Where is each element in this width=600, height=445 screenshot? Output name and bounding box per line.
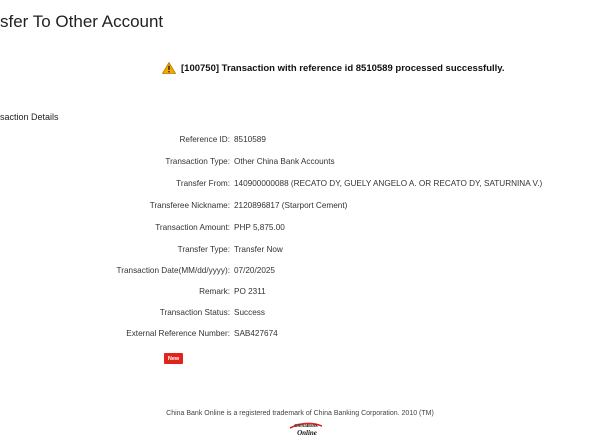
detail-label: Transfer Type: — [177, 245, 230, 254]
detail-row-remark — [0, 287, 600, 301]
detail-row-transferee-nickname — [0, 201, 600, 215]
detail-value: PO 2311 — [234, 287, 266, 296]
chinabank-online-logo — [286, 418, 326, 438]
page-title: sfer To Other Account — [0, 12, 164, 31]
detail-row-transaction-status — [0, 308, 600, 322]
detail-value: 140900000088 (RECATO DY, GUELY ANGELO A. OR RECATO DY, SATURNINA V.) — [234, 179, 543, 188]
detail-value: Success — [234, 308, 265, 317]
success-alert — [162, 62, 505, 74]
detail-value: SAB427674 — [234, 329, 278, 338]
detail-row-transaction-type — [0, 157, 600, 171]
detail-label: Transaction Type: — [165, 157, 230, 166]
warning-icon — [162, 62, 176, 74]
detail-value: 07/20/2025 — [234, 266, 275, 275]
footer-trademark: China Bank Online is a registered trademark of China Banking Corporation. 2010 (TM) — [166, 410, 434, 417]
logo-bottom-text: Online — [297, 429, 317, 437]
logo-top-text: ChinaBank — [294, 423, 318, 428]
detail-row-transaction-amount — [0, 223, 600, 237]
detail-row-transaction-date — [0, 266, 600, 280]
detail-value: PHP 5,875.00 — [234, 223, 285, 232]
detail-label: External Reference Number: — [126, 329, 230, 338]
detail-label: Reference ID: — [179, 135, 230, 144]
alert-message: [100750] Transaction with reference id 8510589 processed successfully. — [181, 62, 505, 74]
detail-value: 8510589 — [234, 135, 266, 144]
detail-row-reference-id — [0, 135, 600, 149]
detail-label: Transferee Nickname: — [149, 201, 230, 210]
detail-row-external-reference — [0, 329, 600, 343]
detail-row-transfer-type — [0, 245, 600, 259]
new-button[interactable]: New — [164, 353, 183, 364]
section-heading: saction Details — [0, 112, 59, 122]
detail-value: Transfer Now — [234, 245, 283, 254]
detail-value: 2120896817 (Starport Cement) — [234, 201, 348, 210]
detail-label: Transaction Date(MM/dd/yyyy): — [116, 266, 230, 275]
detail-label: Transfer From: — [176, 179, 230, 188]
detail-label: Transaction Amount: — [155, 223, 230, 232]
detail-label: Remark: — [199, 287, 230, 296]
detail-row-transfer-from — [0, 179, 600, 193]
detail-value: Other China Bank Accounts — [234, 157, 335, 166]
detail-label: Transaction Status: — [159, 308, 230, 317]
